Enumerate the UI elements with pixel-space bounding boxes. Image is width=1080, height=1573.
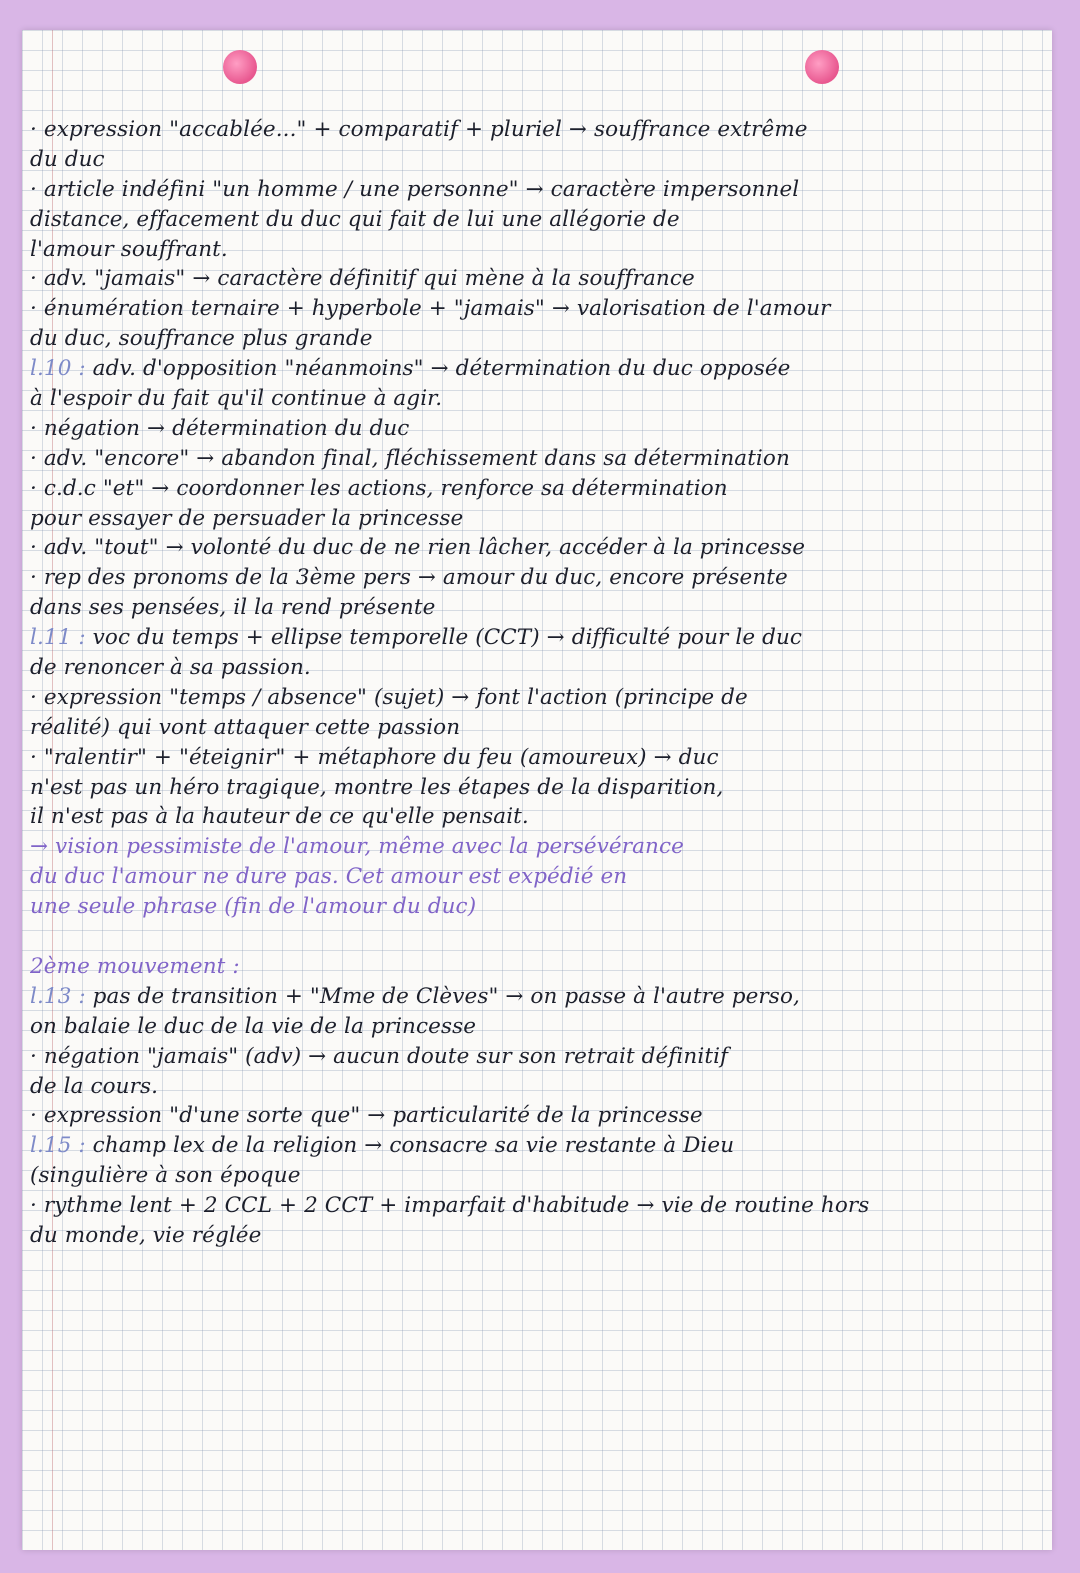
note-text: une seule phrase (fin de l'amour du duc) xyxy=(30,894,477,920)
note-line xyxy=(30,235,1042,265)
note-line xyxy=(30,922,1042,952)
note-line xyxy=(30,1101,1042,1131)
binder-hole xyxy=(805,50,839,84)
note-line xyxy=(30,623,1042,653)
notebook-page xyxy=(22,30,1052,1550)
note-text: · expression "temps / absence" (sujet) → font l'action (principe de xyxy=(30,684,748,710)
line-reference: l.10 : xyxy=(30,356,86,382)
note-line xyxy=(30,1072,1042,1102)
note-text: de renoncer à sa passion. xyxy=(30,655,311,681)
note-text: · négation → détermination du duc xyxy=(30,415,410,441)
note-text: → vision pessimiste de l'amour, même avec la persévérance xyxy=(30,834,684,860)
note-line xyxy=(30,145,1042,175)
note-line xyxy=(30,1131,1042,1161)
note-line xyxy=(30,1191,1042,1221)
note-text: réalité) qui vont attaquer cette passion xyxy=(30,714,461,740)
note-text: adv. d'opposition "néanmoins" → détermination du duc opposée xyxy=(85,356,791,382)
note-text: (singulière à son époque xyxy=(30,1163,301,1189)
note-line xyxy=(30,1042,1042,1072)
note-line xyxy=(30,773,1042,803)
note-text: · énumération ternaire + hyperbole + "jamais" → valorisation de l'amour xyxy=(30,296,831,322)
note-line xyxy=(30,713,1042,743)
note-text: · "ralentir" + "éteignir" + métaphore du feu (amoureux) → duc xyxy=(30,744,719,770)
note-line xyxy=(30,862,1042,892)
note-text: de la cours. xyxy=(30,1073,159,1099)
note-line xyxy=(30,952,1042,982)
note-line xyxy=(30,593,1042,623)
line-reference: l.15 : xyxy=(30,1133,86,1159)
note-text: · adv. "tout" → volonté du duc de ne rien lâcher, accéder à la princesse xyxy=(30,535,806,561)
note-text: n'est pas un héro tragique, montre les étapes de la disparition, xyxy=(30,774,724,800)
note-text: · expression "d'une sorte que" → particularité de la princesse xyxy=(30,1103,703,1129)
handwritten-notes xyxy=(30,115,1042,1251)
note-line xyxy=(30,563,1042,593)
note-text: voc du temps + ellipse temporelle (CCT) → difficulté pour le duc xyxy=(85,625,803,651)
note-line xyxy=(30,743,1042,773)
note-line xyxy=(30,115,1042,145)
note-line xyxy=(30,683,1042,713)
note-line xyxy=(30,533,1042,563)
note-line xyxy=(30,504,1042,534)
note-line xyxy=(30,653,1042,683)
note-line xyxy=(30,1221,1042,1251)
note-text: pour essayer de persuader la princesse xyxy=(30,505,464,531)
note-text: · rythme lent + 2 CCL + 2 CCT + imparfait d'habitude → vie de routine hors xyxy=(30,1193,870,1219)
note-line xyxy=(30,324,1042,354)
note-text: du monde, vie réglée xyxy=(30,1222,262,1248)
note-line xyxy=(30,294,1042,324)
note-text: · adv. "encore" → abandon final, fléchissement dans sa détermination xyxy=(30,445,790,471)
note-text: · article indéfini "un homme / une personne" → caractère impersonnel xyxy=(30,176,800,202)
note-text: · c.d.c "et" → coordonner les actions, renforce sa détermination xyxy=(30,475,728,501)
note-line xyxy=(30,205,1042,235)
note-text: 2ème mouvement : xyxy=(30,953,240,979)
note-text: du duc xyxy=(30,146,105,172)
line-reference: l.13 : xyxy=(30,983,86,1009)
note-line xyxy=(30,1161,1042,1191)
note-text: · expression "accablée..." + comparatif + pluriel → souffrance extrême xyxy=(30,117,808,142)
note-line xyxy=(30,264,1042,294)
note-text: champ lex de la religion → consacre sa vie restante à Dieu xyxy=(85,1133,735,1159)
note-text: · négation "jamais" (adv) → aucun doute sur son retrait définitif xyxy=(30,1043,729,1069)
note-line xyxy=(30,832,1042,862)
line-reference: l.11 : xyxy=(30,625,86,651)
note-text: l'amour souffrant. xyxy=(30,236,228,262)
note-text: du duc l'amour ne dure pas. Cet amour est expédié en xyxy=(30,864,628,890)
note-text: on balaie le duc de la vie de la princesse xyxy=(30,1013,477,1039)
note-text: à l'espoir du fait qu'il continue à agir. xyxy=(30,386,443,412)
note-line xyxy=(30,175,1042,205)
note-line xyxy=(30,384,1042,414)
note-line xyxy=(30,414,1042,444)
binder-hole xyxy=(223,50,257,84)
note-line xyxy=(30,982,1042,1012)
note-text: · rep des pronoms de la 3ème pers → amour du duc, encore présente xyxy=(30,565,788,591)
note-text: distance, effacement du duc qui fait de lui une allégorie de xyxy=(30,206,680,232)
note-line xyxy=(30,892,1042,922)
note-text: · adv. "jamais" → caractère définitif qui mène à la souffrance xyxy=(30,266,695,292)
note-line xyxy=(30,474,1042,504)
note-line xyxy=(30,802,1042,832)
note-text: du duc, souffrance plus grande xyxy=(30,326,373,352)
note-line xyxy=(30,1012,1042,1042)
note-text: pas de transition + "Mme de Clèves" → on passe à l'autre perso, xyxy=(85,983,800,1009)
note-text: il n'est pas à la hauteur de ce qu'elle pensait. xyxy=(30,804,529,830)
note-line xyxy=(30,354,1042,384)
note-line xyxy=(30,444,1042,474)
note-text: dans ses pensées, il la rend présente xyxy=(30,595,436,621)
